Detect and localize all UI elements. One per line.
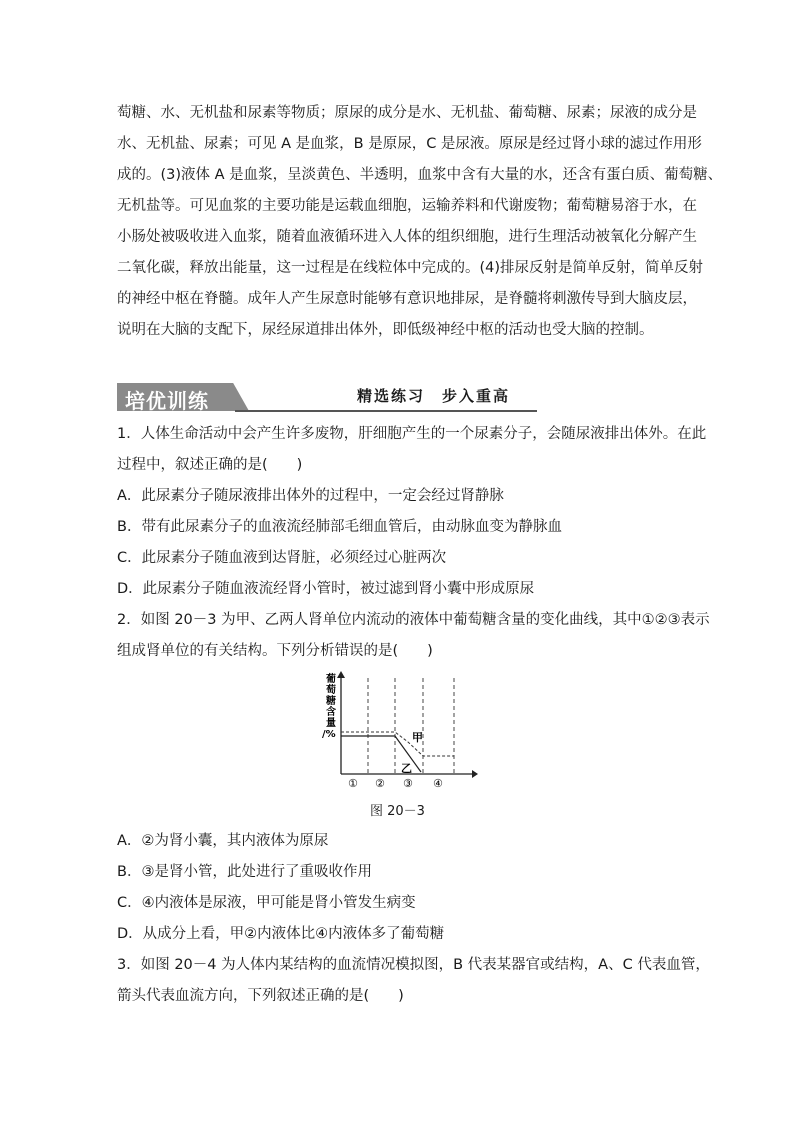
section-banner (117, 379, 537, 413)
question-stem: 箭头代表血流方向，下列叙述正确的是( ) (117, 988, 404, 1004)
figure-caption: 图 20－3 (370, 804, 425, 819)
y-axis-label: 葡 萄 糖 含 量 /% (322, 674, 336, 740)
answer-line: 萄糖、水、无机盐和尿素等物质；原尿的成分是水、无机盐、葡萄糖、尿素；尿液的成分是 (117, 105, 697, 121)
option-b: B．③是肾小管，此处进行了重吸收作用 (117, 864, 372, 880)
section-subtitle: 精选练习 步入重高 (357, 387, 511, 405)
option-a: A．此尿素分子随尿液排出体外的过程中，一定会经过肾静脉 (117, 488, 504, 504)
answer-line: 水、无机盐、尿素；可见 A 是血浆，B 是原尿，C 是尿液。原尿是经过肾小球的滤过作用形 (117, 136, 702, 152)
answer-line: 的神经中枢在脊髓。成年人产生尿意时能够有意识地排尿，是脊髓将刺激传导到大脑皮层， (117, 291, 697, 307)
option-a: A．②为肾小囊，其内液体为原尿 (117, 833, 329, 849)
option-c: C．此尿素分子随血液到达肾脏，必须经过心脏两次 (117, 550, 447, 566)
answer-line: 成的。(3)液体 A 是血浆，呈淡黄色、半透明，血浆中含有大量的水，还含有蛋白质、葡萄糖、 (117, 167, 723, 183)
question-stem: 过程中，叙述正确的是( ) (117, 457, 303, 473)
option-d: D．此尿素分子随血液流经肾小管时，被过滤到肾小囊中形成原尿 (117, 581, 535, 597)
label-jia: 甲 (412, 731, 423, 744)
section-title: 培优训练 (125, 389, 209, 413)
question-stem: 3．如图 20－4 为人体内某结构的血流情况模拟图，B 代表某器官或结构，A、C 代表血管， (117, 957, 710, 973)
banner-rule (235, 410, 537, 412)
question-stem: 1．人体生命活动中会产生许多废物，肝细胞产生的一个尿素分子，会随尿液排出体外。在此 (117, 426, 707, 442)
answer-line: 小肠处被吸收进入血浆，随着血液循环进入人体的组织细胞，进行生理活动被氧化分解产生 (117, 229, 697, 245)
glucose-curve-diagram (312, 670, 482, 800)
x-axis-arrow (472, 770, 478, 778)
option-c: C．④内液体是尿液，甲可能是肾小管发生病变 (117, 895, 416, 911)
x-label-3: ③ (403, 777, 413, 790)
label-yi: 乙 (401, 762, 412, 775)
question-stem: 2．如图 20－3 为甲、乙两人肾单位内流动的液体中葡萄糖含量的变化曲线，其中①②③表示 (117, 612, 710, 628)
option-d: D．从成分上看，甲②内液体比④内液体多了葡萄糖 (117, 926, 445, 942)
x-label-4: ④ (433, 777, 443, 790)
x-label-2: ② (375, 777, 385, 790)
x-label-1: ① (348, 777, 358, 790)
answer-line: 二氧化碳，释放出能量，这一过程是在线粒体中完成的。(4)排尿反射是简单反射，简单反射 (117, 260, 704, 276)
option-b: B．带有此尿素分子的血液流经肺部毛细血管后，由动脉血变为静脉血 (117, 519, 562, 535)
answer-line: 说明在大脑的支配下，尿经尿道排出体外，即低级神经中枢的活动也受大脑的控制。 (117, 322, 654, 338)
question-stem: 组成肾单位的有关结构。下列分析错误的是( ) (117, 643, 433, 659)
answer-line: 无机盐等。可见血浆的主要功能是运载血细胞，运输养料和代谢废物；葡萄糖易溶于水，在 (117, 198, 697, 214)
glucose-figure (312, 670, 482, 800)
